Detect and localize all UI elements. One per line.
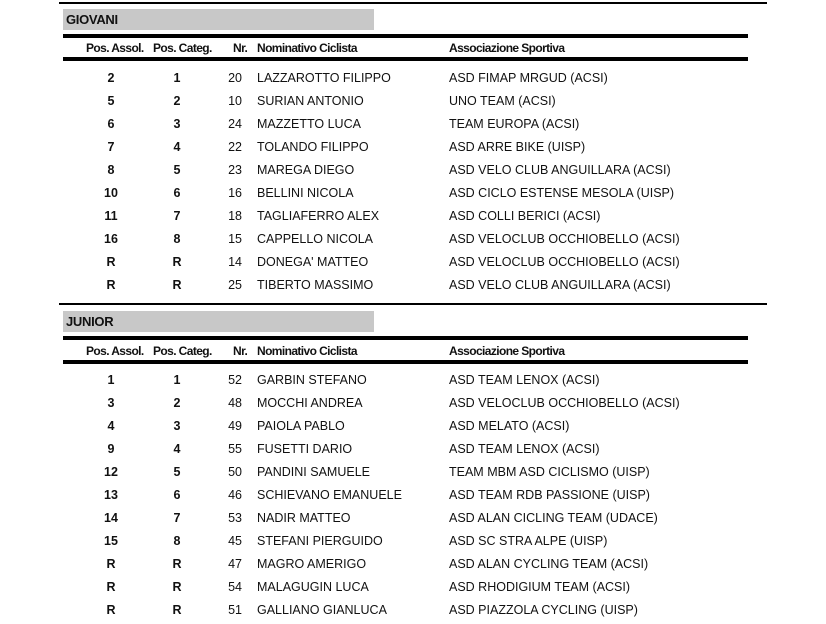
association-cell: ASD VELOCLUB OCCHIOBELLO (ACSI) bbox=[449, 396, 680, 410]
cyclist-name-cell: MAREGA DIEGO bbox=[257, 163, 355, 177]
pos-categ-cell: R bbox=[172, 278, 182, 292]
association-cell: ASD MELATO (ACSI) bbox=[449, 419, 570, 433]
pos-assol-cell: 13 bbox=[104, 488, 118, 502]
bib-number-cell: 53 bbox=[228, 511, 242, 525]
pos-assol-cell: 3 bbox=[107, 396, 115, 410]
result-row bbox=[0, 484, 826, 507]
result-row bbox=[0, 438, 826, 461]
bib-number-cell: 55 bbox=[228, 442, 242, 456]
cyclist-name-cell: LAZZAROTTO FILIPPO bbox=[257, 71, 391, 85]
cyclist-name-cell: TIBERTO MASSIMO bbox=[257, 278, 374, 292]
pos-categ-cell: 7 bbox=[173, 511, 181, 525]
pos-categ-cell: 6 bbox=[173, 186, 181, 200]
association-cell: ASD SC STRA ALPE (UISP) bbox=[449, 534, 608, 548]
association-cell: ASD FIMAP MRGUD (ACSI) bbox=[449, 71, 608, 85]
pos-categ-cell: 8 bbox=[173, 232, 181, 246]
pos-categ-cell: R bbox=[172, 557, 182, 571]
cyclist-name-cell: NADIR MATTEO bbox=[257, 511, 351, 525]
pos-categ-cell: 3 bbox=[173, 419, 181, 433]
header-nr: Nr. bbox=[233, 41, 248, 55]
bib-number-cell: 48 bbox=[228, 396, 242, 410]
cyclist-name-cell: FUSETTI DARIO bbox=[257, 442, 353, 456]
result-row bbox=[0, 369, 826, 392]
association-cell: ASD CICLO ESTENSE MESOLA (UISP) bbox=[449, 186, 675, 200]
pos-assol-cell: 11 bbox=[104, 209, 118, 223]
bib-number-cell: 22 bbox=[228, 140, 242, 154]
result-row bbox=[0, 228, 826, 251]
pos-categ-cell: 1 bbox=[173, 71, 181, 85]
pos-categ-cell: 5 bbox=[173, 465, 181, 479]
pos-assol-cell: 6 bbox=[107, 117, 115, 131]
cyclist-name-cell: MOCCHI ANDREA bbox=[257, 396, 363, 410]
cyclist-name-cell: SURIAN ANTONIO bbox=[257, 94, 364, 108]
result-row bbox=[0, 392, 826, 415]
cyclist-name-cell: MAZZETTO LUCA bbox=[257, 117, 361, 131]
cyclist-name-cell: SCHIEVANO EMANUELE bbox=[257, 488, 402, 502]
header-pos-categ: Pos. Categ. bbox=[153, 41, 212, 55]
category-title: GIOVANI bbox=[63, 9, 374, 30]
header-pos-assol: Pos. Assol. bbox=[86, 41, 144, 55]
column-header-row bbox=[0, 40, 826, 56]
pos-assol-cell: R bbox=[106, 580, 116, 594]
pos-assol-cell: 4 bbox=[107, 419, 115, 433]
association-cell: UNO TEAM (ACSI) bbox=[449, 94, 556, 108]
result-row bbox=[0, 415, 826, 438]
pos-categ-cell: 2 bbox=[173, 396, 181, 410]
header-nominativo: Nominativo Ciclista bbox=[257, 344, 357, 358]
header-nominativo: Nominativo Ciclista bbox=[257, 41, 357, 55]
section-top-rule bbox=[59, 2, 767, 4]
bib-number-cell: 15 bbox=[228, 232, 242, 246]
result-row bbox=[0, 274, 826, 297]
cyclist-name-cell: PANDINI SAMUELE bbox=[257, 465, 370, 479]
cyclist-name-cell: MALAGUGIN LUCA bbox=[257, 580, 369, 594]
pos-categ-cell: 5 bbox=[173, 163, 181, 177]
bib-number-cell: 45 bbox=[228, 534, 242, 548]
header-rule-top bbox=[63, 336, 748, 340]
cyclist-name-cell: STEFANI PIERGUIDO bbox=[257, 534, 383, 548]
bib-number-cell: 46 bbox=[228, 488, 242, 502]
header-nr: Nr. bbox=[233, 344, 248, 358]
section-top-rule bbox=[59, 303, 767, 305]
result-row bbox=[0, 136, 826, 159]
association-cell: ASD ALAN CYCLING TEAM (ACSI) bbox=[449, 557, 649, 571]
result-row bbox=[0, 507, 826, 530]
pos-categ-cell: R bbox=[172, 603, 182, 617]
result-row bbox=[0, 182, 826, 205]
bib-number-cell: 16 bbox=[228, 186, 242, 200]
result-row bbox=[0, 576, 826, 599]
result-row bbox=[0, 599, 826, 622]
association-cell: ASD VELO CLUB ANGUILLARA (ACSI) bbox=[449, 278, 671, 292]
header-rule-bottom bbox=[63, 360, 748, 364]
pos-assol-cell: R bbox=[106, 278, 116, 292]
pos-categ-cell: 6 bbox=[173, 488, 181, 502]
pos-categ-cell: R bbox=[172, 580, 182, 594]
association-cell: ASD RHODIGIUM TEAM (ACSI) bbox=[449, 580, 631, 594]
header-associazione: Associazione Sportiva bbox=[449, 344, 565, 358]
pos-assol-cell: 14 bbox=[104, 511, 118, 525]
result-row bbox=[0, 251, 826, 274]
bib-number-cell: 14 bbox=[228, 255, 242, 269]
association-cell: ASD PIAZZOLA CYCLING (UISP) bbox=[449, 603, 638, 617]
cyclist-name-cell: MAGRO AMERIGO bbox=[257, 557, 367, 571]
cyclist-name-cell: GALLIANO GIANLUCA bbox=[257, 603, 387, 617]
pos-categ-cell: 1 bbox=[173, 373, 181, 387]
pos-assol-cell: R bbox=[106, 255, 116, 269]
pos-categ-cell: 8 bbox=[173, 534, 181, 548]
pos-assol-cell: 16 bbox=[104, 232, 118, 246]
pos-categ-cell: 7 bbox=[173, 209, 181, 223]
pos-assol-cell: 1 bbox=[107, 373, 115, 387]
result-row bbox=[0, 159, 826, 182]
result-row bbox=[0, 553, 826, 576]
bib-number-cell: 23 bbox=[228, 163, 242, 177]
pos-assol-cell: 9 bbox=[107, 442, 115, 456]
cyclist-name-cell: BELLINI NICOLA bbox=[257, 186, 354, 200]
pos-assol-cell: R bbox=[106, 603, 116, 617]
pos-assol-cell: 7 bbox=[107, 140, 115, 154]
cyclist-name-cell: CAPPELLO NICOLA bbox=[257, 232, 374, 246]
bib-number-cell: 52 bbox=[228, 373, 242, 387]
pos-categ-cell: 3 bbox=[173, 117, 181, 131]
header-pos-categ: Pos. Categ. bbox=[153, 344, 212, 358]
pos-assol-cell: 2 bbox=[107, 71, 115, 85]
cyclist-name-cell: DONEGA' MATTEO bbox=[257, 255, 369, 269]
bib-number-cell: 51 bbox=[228, 603, 242, 617]
pos-categ-cell: R bbox=[172, 255, 182, 269]
association-cell: ASD ARRE BIKE (UISP) bbox=[449, 140, 586, 154]
association-cell: TEAM EUROPA (ACSI) bbox=[449, 117, 580, 131]
bib-number-cell: 50 bbox=[228, 465, 242, 479]
category-title: JUNIOR bbox=[63, 311, 374, 332]
bib-number-cell: 25 bbox=[228, 278, 242, 292]
pos-categ-cell: 4 bbox=[173, 140, 181, 154]
cyclist-name-cell: PAIOLA PABLO bbox=[257, 419, 345, 433]
pos-assol-cell: 12 bbox=[104, 465, 118, 479]
association-cell: ASD ALAN CICLING TEAM (UDACE) bbox=[449, 511, 658, 525]
bib-number-cell: 49 bbox=[228, 419, 242, 433]
bib-number-cell: 10 bbox=[228, 94, 242, 108]
pos-assol-cell: 15 bbox=[104, 534, 118, 548]
association-cell: ASD COLLI BERICI (ACSI) bbox=[449, 209, 601, 223]
association-cell: TEAM MBM ASD CICLISMO (UISP) bbox=[449, 465, 650, 479]
pos-categ-cell: 2 bbox=[173, 94, 181, 108]
pos-assol-cell: 5 bbox=[107, 94, 115, 108]
pos-assol-cell: 10 bbox=[104, 186, 118, 200]
cyclist-name-cell: GARBIN STEFANO bbox=[257, 373, 367, 387]
header-pos-assol: Pos. Assol. bbox=[86, 344, 144, 358]
bib-number-cell: 18 bbox=[228, 209, 242, 223]
association-cell: ASD VELOCLUB OCCHIOBELLO (ACSI) bbox=[449, 255, 680, 269]
association-cell: ASD TEAM LENOX (ACSI) bbox=[449, 373, 600, 387]
result-row bbox=[0, 113, 826, 136]
header-associazione: Associazione Sportiva bbox=[449, 41, 565, 55]
header-rule-bottom bbox=[63, 57, 748, 61]
pos-assol-cell: R bbox=[106, 557, 116, 571]
association-cell: ASD VELO CLUB ANGUILLARA (ACSI) bbox=[449, 163, 671, 177]
result-row bbox=[0, 530, 826, 553]
pos-assol-cell: 8 bbox=[107, 163, 115, 177]
association-cell: ASD TEAM RDB PASSIONE (UISP) bbox=[449, 488, 650, 502]
bib-number-cell: 47 bbox=[228, 557, 242, 571]
column-header-row bbox=[0, 343, 826, 359]
result-row bbox=[0, 67, 826, 90]
association-cell: ASD VELOCLUB OCCHIOBELLO (ACSI) bbox=[449, 232, 680, 246]
cyclist-name-cell: TOLANDO FILIPPO bbox=[257, 140, 369, 154]
header-rule-top bbox=[63, 34, 748, 38]
bib-number-cell: 24 bbox=[228, 117, 242, 131]
pos-categ-cell: 4 bbox=[173, 442, 181, 456]
result-row bbox=[0, 90, 826, 113]
bib-number-cell: 20 bbox=[228, 71, 242, 85]
association-cell: ASD TEAM LENOX (ACSI) bbox=[449, 442, 600, 456]
result-row bbox=[0, 461, 826, 484]
cyclist-name-cell: TAGLIAFERRO ALEX bbox=[257, 209, 380, 223]
bib-number-cell: 54 bbox=[228, 580, 242, 594]
result-row bbox=[0, 205, 826, 228]
